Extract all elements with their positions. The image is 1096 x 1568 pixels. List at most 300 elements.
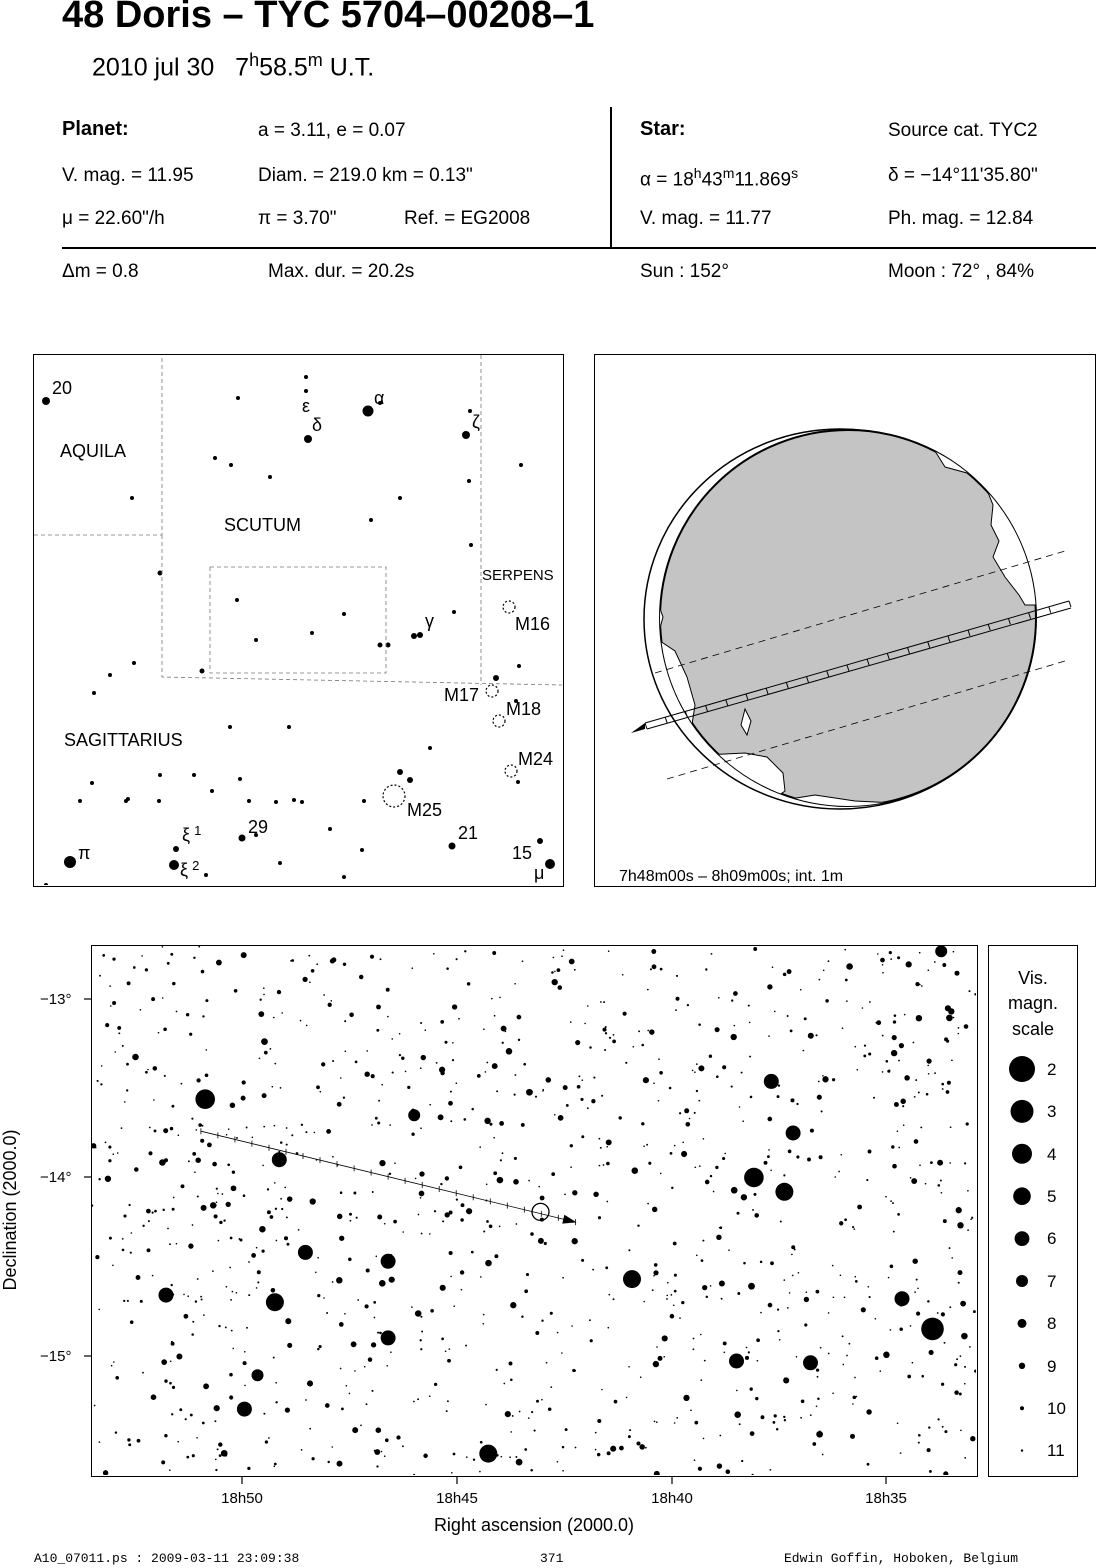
bright-star (298, 1245, 313, 1260)
field-star (551, 971, 554, 974)
field-star (186, 1013, 189, 1016)
xtick-label: 18h35 (865, 1490, 907, 1507)
field-star (699, 1165, 701, 1167)
field-star (193, 957, 195, 959)
field-star (140, 1300, 143, 1303)
field-star (440, 1183, 442, 1185)
field-star (662, 1335, 668, 1341)
footer-page: 371 (540, 1551, 564, 1566)
field-star (822, 1076, 828, 1082)
field-star (842, 1364, 844, 1366)
field-star (927, 1065, 929, 1067)
field-star (646, 1144, 648, 1146)
field-star (379, 1280, 386, 1287)
field-star (219, 1454, 222, 1457)
field-star (447, 1400, 449, 1402)
field-star (169, 1243, 171, 1245)
field-star (753, 947, 757, 951)
field-star (941, 1192, 943, 1194)
star-vmag: V. mag. = 11.77 (640, 208, 772, 229)
field-star (236, 1292, 238, 1294)
field-star (171, 1284, 173, 1286)
finder-star (213, 456, 217, 460)
field-star (719, 1435, 721, 1437)
field-star (380, 958, 382, 960)
field-star (485, 1071, 487, 1073)
field-star (364, 1366, 366, 1368)
field-star (854, 1046, 856, 1048)
field-star (189, 1033, 192, 1036)
field-star (319, 1345, 322, 1348)
field-star (214, 1420, 216, 1422)
field-star (898, 1147, 900, 1149)
field-star (164, 1075, 166, 1077)
field-star (953, 1017, 955, 1019)
finder-star (274, 800, 278, 804)
field-star (110, 1005, 112, 1007)
field-star (185, 1418, 187, 1420)
field-star (163, 1028, 167, 1032)
field-star (716, 1235, 721, 1240)
field-star (946, 1040, 949, 1043)
field-star (954, 1390, 959, 1395)
star-chart-plot (92, 946, 976, 1475)
field-star (574, 1370, 576, 1372)
field-star (554, 1114, 556, 1116)
field-star (926, 1093, 929, 1096)
field-star (584, 1023, 586, 1025)
field-star (780, 1221, 782, 1223)
field-star (151, 1394, 157, 1400)
field-star (929, 1350, 934, 1355)
planet-heading: Planet: (62, 118, 129, 140)
field-star (546, 1077, 552, 1083)
field-star (286, 1127, 288, 1129)
field-star (562, 1446, 565, 1449)
field-star (311, 969, 315, 973)
y-axis-label: Declination (2000.0) (0, 1129, 20, 1291)
field-star (517, 1015, 522, 1020)
field-star (130, 1252, 132, 1254)
field-star (684, 1108, 689, 1113)
field-star (866, 1179, 868, 1181)
xtick-label: 18h45 (436, 1490, 478, 1507)
field-star (910, 1325, 912, 1327)
field-star (188, 1243, 193, 1248)
field-star (741, 1072, 743, 1074)
field-star (600, 1147, 602, 1149)
field-star (251, 1253, 256, 1258)
field-star (949, 1306, 951, 1308)
field-star (216, 1201, 218, 1203)
field-star (817, 1397, 820, 1400)
field-star (674, 1290, 677, 1293)
field-star (501, 1456, 503, 1458)
field-star (202, 1422, 205, 1425)
field-star (183, 1294, 185, 1296)
legend-mag-label: 4 (1047, 1145, 1057, 1164)
field-star (643, 1077, 649, 1083)
field-star (914, 1096, 916, 1098)
field-star (760, 1261, 763, 1264)
legend-dot (1013, 1187, 1031, 1205)
field-star (473, 1458, 475, 1460)
field-star (861, 1307, 866, 1312)
finder-star (328, 827, 332, 831)
field-star (897, 1213, 900, 1216)
field-star (471, 1251, 474, 1254)
field-star (934, 1072, 936, 1074)
field-star (927, 969, 929, 971)
field-star (873, 1097, 875, 1099)
field-star (109, 1237, 112, 1240)
field-star (99, 1441, 101, 1443)
field-star (746, 1347, 748, 1349)
field-star (151, 997, 155, 1001)
field-star (956, 1207, 962, 1213)
field-star (493, 1171, 497, 1175)
field-star (944, 1342, 946, 1344)
field-star (817, 1376, 819, 1378)
field-star (389, 1124, 391, 1126)
field-star (494, 1015, 496, 1017)
field-star (316, 1085, 320, 1089)
field-star (882, 1071, 884, 1073)
field-star (839, 1221, 843, 1225)
field-star (904, 1014, 906, 1016)
xi2-letter: ξ (180, 860, 189, 880)
field-star (687, 1004, 689, 1006)
field-star (510, 1379, 513, 1382)
finder-star (493, 675, 499, 681)
field-star (436, 1062, 438, 1064)
field-star (154, 1210, 157, 1213)
field-star (890, 1200, 892, 1202)
field-star (215, 1459, 217, 1461)
field-star (671, 1294, 673, 1296)
field-star (402, 1231, 404, 1233)
field-star (910, 1177, 912, 1179)
field-star (625, 1062, 627, 1064)
field-star (564, 1194, 566, 1196)
field-star (974, 993, 976, 995)
field-star (953, 951, 955, 953)
field-star (653, 1270, 658, 1275)
field-star (890, 1329, 892, 1331)
field-star (172, 1208, 175, 1211)
finder-star (64, 856, 76, 868)
field-star (461, 1203, 465, 1207)
field-star (284, 1187, 286, 1189)
field-star (492, 951, 496, 955)
legend-mag-label: 10 (1047, 1399, 1066, 1418)
field-star (966, 1122, 969, 1125)
field-star (372, 1191, 374, 1193)
field-star (868, 1286, 870, 1288)
field-star (164, 1379, 167, 1382)
field-star (927, 1300, 930, 1303)
field-star (947, 1081, 951, 1085)
field-star (914, 1291, 916, 1293)
field-star (231, 1330, 233, 1332)
field-star (121, 1127, 123, 1129)
field-star (750, 1431, 755, 1436)
field-star (126, 1089, 128, 1091)
field-star (105, 1023, 109, 1027)
field-star (257, 1281, 259, 1283)
finder-star (157, 799, 161, 803)
field-star (825, 999, 828, 1002)
field-star (652, 1207, 658, 1213)
label-delta: δ (312, 415, 323, 435)
field-star (612, 1040, 616, 1044)
field-star (214, 1214, 218, 1218)
field-star (654, 1421, 656, 1423)
label-m18: M18 (506, 699, 542, 719)
field-star (275, 1401, 277, 1403)
field-star (145, 1071, 148, 1074)
field-star (915, 982, 919, 986)
field-star (230, 1237, 233, 1240)
field-star (379, 1332, 382, 1335)
legend-dot (1016, 1275, 1028, 1287)
field-star (191, 1333, 194, 1336)
finder-star (452, 610, 456, 614)
field-star (491, 998, 493, 1000)
field-star (613, 1298, 615, 1300)
field-star (694, 1459, 696, 1461)
field-star (844, 1296, 846, 1298)
field-star (442, 1220, 444, 1222)
field-star (741, 1194, 747, 1200)
field-star (937, 1160, 943, 1166)
star-ra-seconds: 11.869 (734, 169, 792, 191)
legend-dot (1015, 1231, 1030, 1246)
field-star (311, 1457, 314, 1460)
field-star (582, 1079, 584, 1081)
field-star (728, 1249, 730, 1251)
field-star (787, 1015, 789, 1017)
field-star (749, 1022, 751, 1024)
field-star (633, 1046, 635, 1048)
finder-star (469, 543, 473, 547)
field-star (969, 1346, 971, 1348)
m17-marker (486, 685, 498, 697)
field-star (420, 1316, 422, 1318)
field-star (459, 1165, 463, 1169)
field-star (731, 1187, 738, 1194)
field-star (855, 1276, 857, 1278)
field-star (192, 1321, 194, 1323)
field-star (232, 1171, 235, 1174)
field-star (904, 1075, 910, 1081)
legend-dot (1011, 1100, 1034, 1123)
magnitude-drop: Δm = 0.8 (62, 261, 139, 282)
field-star (515, 1456, 517, 1458)
field-star (535, 1331, 539, 1335)
field-star (438, 1114, 444, 1120)
field-star (561, 955, 563, 957)
field-star (357, 1299, 359, 1301)
field-star (317, 1294, 320, 1297)
finder-star (158, 773, 162, 777)
field-star (394, 1162, 396, 1164)
field-star (666, 1298, 668, 1300)
field-star (218, 1240, 220, 1242)
field-star (607, 1327, 609, 1329)
field-star (450, 1276, 452, 1278)
ytick-label: −13° (40, 991, 72, 1008)
field-star (739, 1106, 741, 1108)
field-star (757, 1360, 759, 1362)
field-star (848, 1343, 850, 1345)
field-star (800, 989, 802, 991)
field-star (391, 1038, 393, 1040)
field-star (800, 1417, 802, 1419)
field-star (610, 1446, 616, 1452)
field-star (229, 1373, 233, 1377)
field-star (356, 1217, 358, 1219)
field-star (654, 1471, 660, 1475)
field-star (262, 1165, 264, 1167)
field-star (941, 1083, 944, 1086)
field-star (499, 1226, 501, 1228)
field-star (566, 1104, 569, 1107)
field-star (832, 1392, 834, 1394)
field-star (122, 1238, 124, 1240)
field-star (846, 1355, 848, 1357)
field-star (842, 1335, 844, 1337)
field-star (666, 1295, 668, 1297)
field-star (257, 1270, 261, 1274)
field-star (867, 1463, 870, 1466)
label-m24: M24 (518, 749, 554, 769)
constellation-aquila: AQUILA (60, 441, 127, 461)
field-star (682, 1141, 684, 1143)
field-star (641, 1044, 644, 1047)
field-star (399, 1033, 401, 1035)
field-star (970, 1436, 975, 1441)
field-star (694, 1421, 698, 1425)
field-star (840, 1275, 842, 1277)
field-star (460, 1270, 464, 1274)
finder-star (268, 475, 272, 479)
field-star (105, 1142, 107, 1144)
field-star (534, 1430, 536, 1432)
field-star (958, 1270, 963, 1275)
field-star (351, 1341, 357, 1347)
field-star (891, 1050, 897, 1056)
field-star (523, 1063, 526, 1066)
field-star (221, 1450, 228, 1457)
field-star (570, 1021, 572, 1023)
field-star (817, 1095, 822, 1100)
field-star (480, 1441, 483, 1444)
field-star (223, 1219, 225, 1221)
field-star (484, 1118, 490, 1124)
field-star (471, 1108, 473, 1110)
field-star (449, 1251, 453, 1255)
field-star (819, 979, 821, 981)
field-star (957, 1222, 963, 1228)
field-star (376, 1029, 379, 1032)
field-star (112, 1001, 116, 1005)
field-star (310, 1198, 316, 1204)
field-star (637, 1225, 639, 1227)
bright-star (272, 1152, 287, 1167)
field-star (486, 1220, 489, 1223)
field-star (98, 1309, 100, 1311)
field-star (122, 1249, 125, 1252)
moon-info: Moon : 72° , 84% (888, 261, 1034, 282)
field-star (964, 1366, 966, 1368)
field-star (137, 1439, 141, 1443)
field-star (722, 1065, 726, 1069)
field-star (218, 1325, 220, 1327)
field-star (485, 1260, 492, 1267)
field-star (819, 1155, 823, 1159)
track-arrowhead (563, 1215, 576, 1223)
field-star (570, 1144, 573, 1147)
field-star (820, 1347, 822, 1349)
field-star (900, 1099, 905, 1104)
field-star (593, 1077, 595, 1079)
field-star (477, 1074, 481, 1078)
field-star (519, 1411, 521, 1413)
field-star (754, 1213, 759, 1218)
field-star (892, 1202, 894, 1204)
m16-marker (503, 601, 515, 613)
field-star (898, 1060, 900, 1062)
field-star (514, 1157, 517, 1160)
field-star (509, 1456, 511, 1458)
field-star (669, 1087, 672, 1090)
field-star (340, 1368, 342, 1370)
field-star (336, 1277, 343, 1284)
field-star (752, 1209, 754, 1211)
field-star (967, 1190, 969, 1192)
legend-dot (1018, 1319, 1027, 1328)
field-star (315, 1272, 317, 1274)
field-star (381, 1084, 383, 1086)
field-star (228, 1128, 230, 1130)
field-star (252, 1137, 254, 1139)
finder-star (132, 661, 136, 665)
field-star (900, 1452, 902, 1454)
xtick-label: 18h40 (651, 1490, 693, 1507)
field-star (772, 966, 774, 968)
field-star (354, 1370, 356, 1372)
field-star (420, 1067, 422, 1069)
field-star (339, 1322, 344, 1327)
field-star (273, 1357, 275, 1359)
field-star (964, 1457, 966, 1459)
field-star (569, 959, 575, 965)
field-star (700, 1334, 702, 1336)
field-star (389, 1277, 395, 1283)
field-star (581, 1259, 584, 1262)
field-star (660, 1173, 662, 1175)
field-star (651, 949, 656, 954)
field-star (202, 1015, 204, 1017)
field-star (756, 1338, 760, 1342)
finder-chart-panel (33, 354, 564, 887)
label-15: 15 (512, 843, 533, 863)
field-star (461, 1289, 463, 1291)
field-star (301, 1449, 303, 1451)
field-star (694, 1071, 696, 1073)
m24-marker (505, 765, 517, 777)
